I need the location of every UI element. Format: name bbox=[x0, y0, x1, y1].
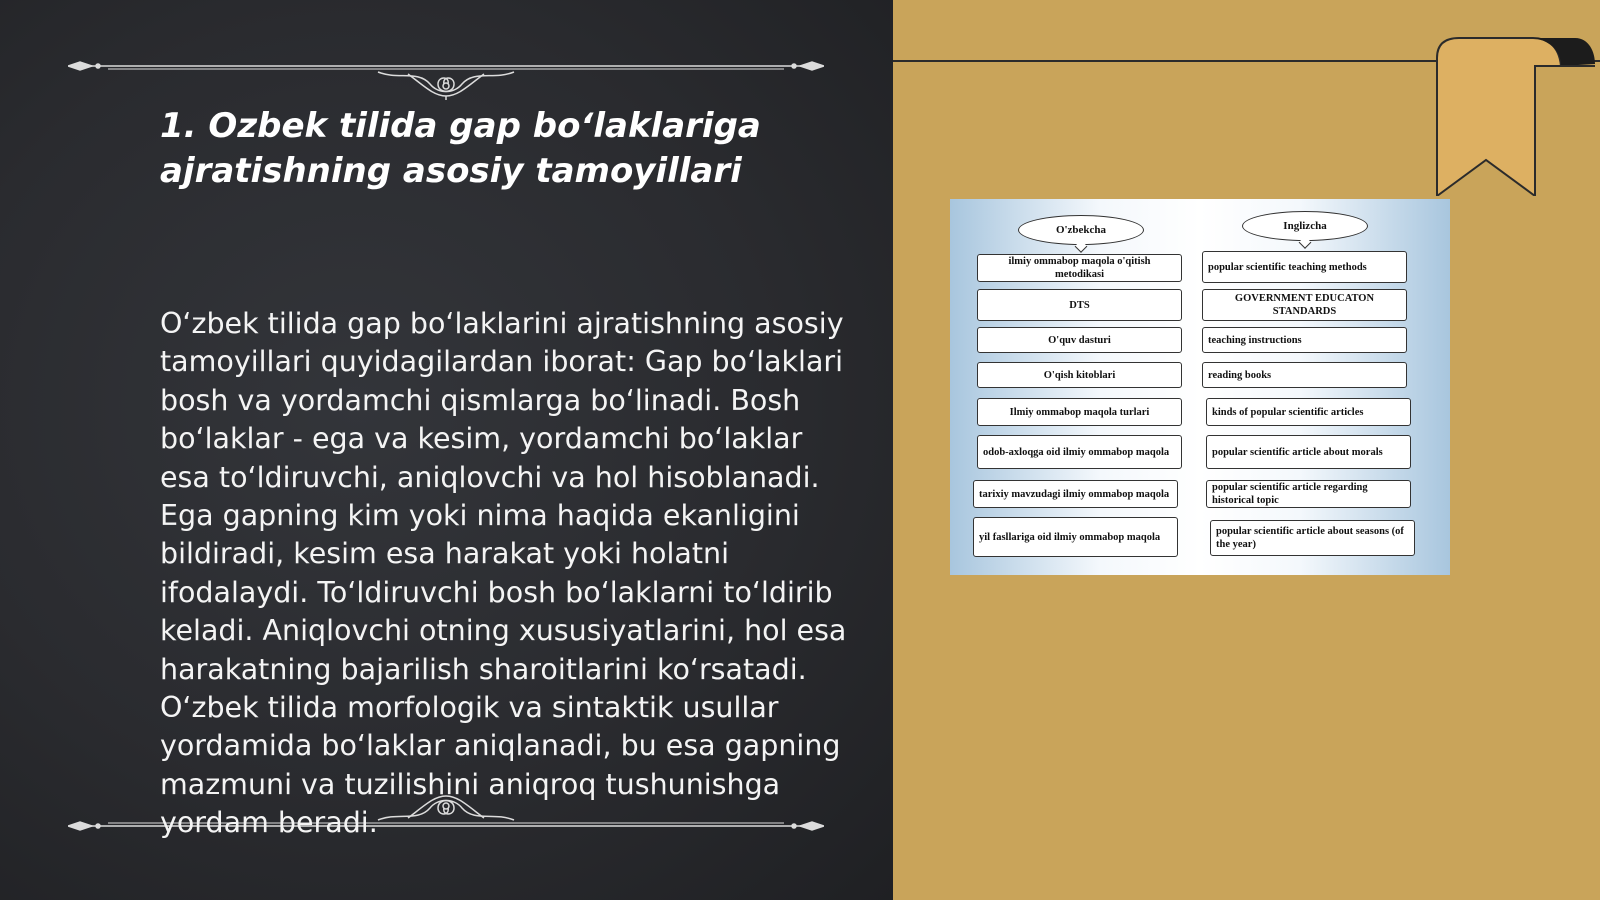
table-cell-uz: ilmiy ommabop maqola o'qitish metodikasi bbox=[977, 254, 1182, 282]
slide-body-text: O‘zbek tilida gap bo‘laklarini ajratishning asosiy tamoyillari quyidagilardan iborat: Gap bo‘laklari bosh va yordamchi qismlarga bo‘linadi. Bosh bo‘laklar - ega va kesim, yordamchi bo‘laklar esa to‘ldiruvchi, aniqlovchi va hol hisoblanadi. Ega gapning kim yoki nima haqida ekanligini bildiradi, kesim esa harakat yoki holatni ifodalaydi. To‘ldiruvchi bosh bo‘laklarni to‘ldirib keladi. Aniqlovchi otning xususiyatlarini, hol esa harakatning bajarilish sharoitlarini ko‘rsatadi. O‘zbek tilida morfologik va sintaktik usullar yordamida bo‘laklar aniqlanadi, bu esa gapning mazmuni va tuzilishini aniqroq tushunishga yordam beradi. bbox=[160, 307, 847, 840]
vocabulary-table-image bbox=[950, 199, 1450, 575]
table-cell-uz: Ilmiy ommabop maqola turlari bbox=[977, 398, 1182, 426]
table-cell-en: popular scientific article about morals bbox=[1206, 435, 1411, 469]
table-cell-uz: O'quv dasturi bbox=[977, 327, 1182, 353]
ornament-divider-top-icon bbox=[68, 40, 824, 100]
bookmark-ribbon-icon bbox=[1435, 36, 1595, 196]
table-cell-en: reading books bbox=[1202, 362, 1407, 388]
table-cell-en: teaching instructions bbox=[1202, 327, 1407, 353]
table-cell-en: kinds of popular scientific articles bbox=[1206, 398, 1411, 426]
table-cell-uz: DTS bbox=[977, 289, 1182, 321]
table-cell-en: popular scientific article about seasons (of the year) bbox=[1210, 520, 1415, 556]
table-cell-uz: tarixiy mavzudagi ilmiy ommabop maqola bbox=[973, 480, 1178, 508]
table-cell-uz: yil fasllariga oid ilmiy ommabop maqola bbox=[973, 517, 1178, 557]
table-cell-uz: O'qish kitoblari bbox=[977, 362, 1182, 388]
table-cell-uz: odob-axloqga oid ilmiy ommabop maqola bbox=[977, 435, 1182, 469]
table-cell-en: popular scientific article regarding historical topic bbox=[1206, 480, 1411, 508]
table-cell-en: GOVERNMENT EDUCATON STANDARDS bbox=[1202, 289, 1407, 321]
header-english: Inglizcha bbox=[1242, 211, 1368, 241]
table-cell-en: popular scientific teaching methods bbox=[1202, 251, 1407, 283]
slide-title: 1. Ozbek tilida gap bo‘laklariga ajratishning asosiy tamoyillari bbox=[160, 106, 761, 191]
header-uzbek: O'zbekcha bbox=[1018, 215, 1144, 245]
